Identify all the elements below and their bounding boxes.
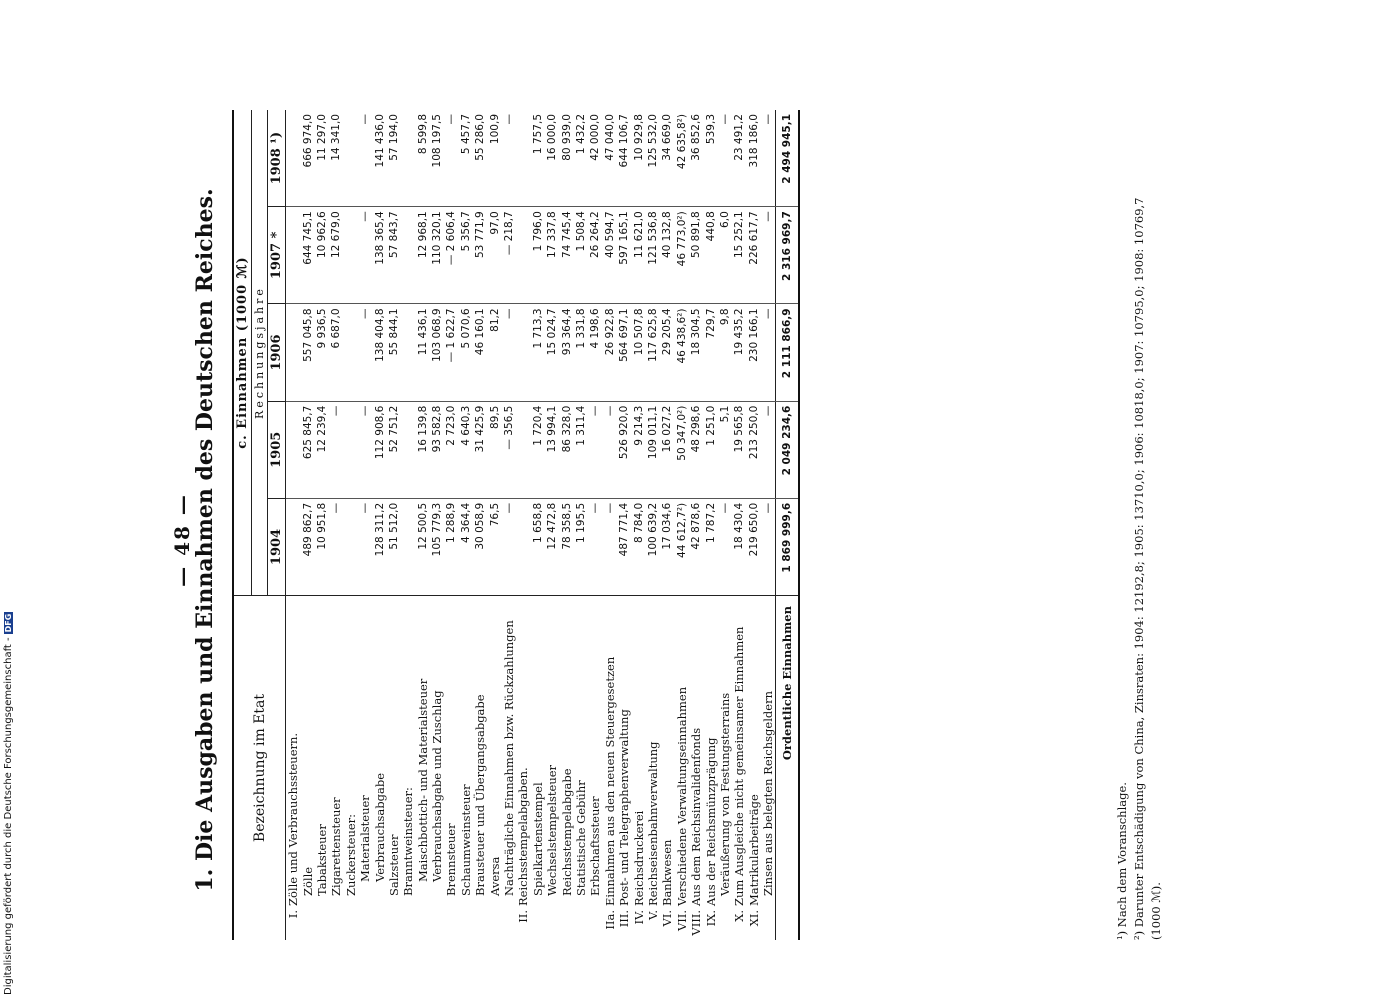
cell-value: 1 720,4	[531, 401, 545, 498]
cell-value: 1 311,4	[574, 401, 588, 498]
table-row	[358, 110, 372, 940]
cell-value: 93 364,4	[559, 304, 573, 401]
cell-value: —	[603, 498, 617, 595]
row-label: Reichsstempelabgabe	[559, 768, 574, 896]
cell-value: 1 713,3	[531, 304, 545, 401]
cell-value: 9 936,5	[315, 304, 329, 401]
row-label: Zuckersteuer:	[343, 813, 358, 896]
digitization-note	[1, 605, 15, 995]
page-title: 1. Die Ausgaben und Einnahmen des Deutschen Reiches.	[192, 188, 218, 892]
cell-value: 625 845,7	[300, 401, 314, 498]
table-row	[631, 110, 645, 940]
table-row	[559, 110, 573, 940]
cell-value: 46 160,1	[473, 304, 487, 401]
cell-value: —	[329, 498, 343, 595]
cell-value: —	[588, 401, 602, 498]
cell-value	[516, 304, 530, 401]
cell-value: 17 034,6	[660, 498, 674, 595]
row-label: Zölle und Verbrauchssteuern.	[286, 732, 301, 906]
cell-value: 128 311,2	[372, 498, 386, 595]
cell-value: —	[718, 110, 732, 207]
cell-value	[516, 110, 530, 207]
table-row	[286, 110, 301, 940]
row-label: Wechselstempelsteuer	[545, 764, 560, 896]
cell-value: 16 139,8	[416, 401, 430, 498]
table-row	[516, 110, 530, 940]
total-value: 2 494 945,1	[776, 110, 800, 207]
row-label: Bankwesen	[660, 839, 675, 906]
table-row	[531, 110, 545, 940]
table-row	[747, 110, 761, 940]
cell-value: 440,8	[703, 207, 717, 304]
cell-value: 48 298,6	[689, 401, 703, 498]
table-row	[487, 110, 501, 940]
cell-value: 42 635,8²)	[675, 110, 689, 207]
table-row	[401, 110, 415, 940]
table-row	[689, 110, 703, 940]
row-label: Reichseisenbahnverwaltung	[645, 741, 660, 906]
cell-value: 1 658,8	[531, 498, 545, 595]
cell-value: 57 843,7	[387, 207, 401, 304]
cell-value: 11 621,0	[631, 207, 645, 304]
table-row	[660, 110, 674, 940]
row-label: Aus dem Reichsinvalidenfonds	[689, 727, 704, 906]
cell-value: 219 650,0	[747, 498, 761, 595]
row-number: XI.	[746, 910, 761, 927]
cell-value: 557 045,8	[300, 304, 314, 401]
cell-value: 105 779,3	[430, 498, 444, 595]
cell-value: 26 922,8	[603, 304, 617, 401]
cell-value: 1 195,5	[574, 498, 588, 595]
cell-value: —	[761, 498, 776, 595]
cell-value: 47 040,0	[603, 110, 617, 207]
cell-value: 8 599,8	[416, 110, 430, 207]
table-row	[387, 110, 401, 940]
cell-value: 318 186,0	[747, 110, 761, 207]
cell-value: 42 000,0	[588, 110, 602, 207]
cell-value: —	[761, 401, 776, 498]
cell-value	[401, 304, 415, 401]
total-row	[776, 110, 800, 940]
total-label: Ordentliche Einnahmen	[776, 596, 800, 940]
page-number: — 48 —	[170, 493, 194, 587]
table-row	[545, 110, 559, 940]
cell-value: 12 239,4	[315, 401, 329, 498]
cell-value: —	[588, 498, 602, 595]
rotated-page	[170, 100, 1230, 980]
table-row	[502, 110, 516, 940]
cell-value	[344, 207, 358, 304]
cell-value: 230 166,1	[747, 304, 761, 401]
table-row	[675, 110, 689, 940]
table-row	[718, 110, 732, 940]
cell-value: —	[358, 498, 372, 595]
cell-value: 2 723,0	[444, 401, 458, 498]
cell-value: 644 106,7	[617, 110, 631, 207]
footnote-3: (1000 ℳ).	[1149, 882, 1163, 940]
cell-value: —	[502, 498, 516, 595]
table-row	[603, 110, 617, 940]
row-label: Zölle	[300, 866, 315, 896]
cell-value: 11 297,0	[315, 110, 329, 207]
table-header-row	[233, 110, 252, 940]
cell-value: 1 796,0	[531, 207, 545, 304]
table-row	[588, 110, 602, 940]
cell-value	[286, 401, 301, 498]
total-value: 2 111 866,9	[776, 304, 800, 401]
table-row	[732, 110, 746, 940]
cell-value: 51 512,0	[387, 498, 401, 595]
cell-value: —	[358, 207, 372, 304]
cell-value: 18 430,4	[732, 498, 746, 595]
cell-value: 52 751,2	[387, 401, 401, 498]
cell-value: 13 994,1	[545, 401, 559, 498]
cell-value: 16 000,0	[545, 110, 559, 207]
cell-value: 487 771,4	[617, 498, 631, 595]
year-header-2: 1906	[268, 304, 286, 401]
table-row	[574, 110, 588, 940]
revenue-table	[232, 110, 800, 940]
row-label: Spielkartenstempel	[530, 782, 545, 896]
cell-value: 10 507,8	[631, 304, 645, 401]
cell-value	[401, 498, 415, 595]
footnote-2: ²) Darunter Entschädigung von China, Zinsraten: 1904: 12192,8; 1905: 13710,0; 1906: 10818,0; 1907: 10795,0; 1908: 10769,7	[1132, 197, 1146, 940]
cell-value: 55 286,0	[473, 110, 487, 207]
group-header: c. Einnahmen (1000 ℳ)	[233, 110, 252, 596]
row-number: II.	[516, 910, 531, 923]
row-label: Nachträgliche Einnahmen bzw. Rückzahlungen	[502, 620, 517, 896]
cell-value: —	[761, 110, 776, 207]
footnote-1: ¹) Nach dem Voranschlage.	[1115, 782, 1129, 940]
cell-value: 141 436,0	[372, 110, 386, 207]
table-row	[430, 110, 444, 940]
cell-value: 14 341,0	[329, 110, 343, 207]
row-number: IV.	[631, 910, 646, 925]
year-header-0: 1904	[268, 498, 286, 595]
row-label: Zum Ausgleiche nicht gemeinsamer Einnahmen	[732, 626, 747, 906]
cell-value: 18 304,5	[689, 304, 703, 401]
cell-value: 12 472,8	[545, 498, 559, 595]
cell-value: 6 687,0	[329, 304, 343, 401]
row-label: Maischbottich- und Materialsteuer	[415, 678, 430, 882]
table-row	[646, 110, 660, 940]
row-label: Aus der Reichsmünzprägung	[703, 737, 718, 906]
cell-value: 80 939,0	[559, 110, 573, 207]
cell-value: 644 745,1	[300, 207, 314, 304]
cell-value: 1 432,2	[574, 110, 588, 207]
cell-value	[401, 207, 415, 304]
cell-value: 109 011,1	[646, 401, 660, 498]
cell-value: 1 288,9	[444, 498, 458, 595]
cell-value: 138 404,8	[372, 304, 386, 401]
cell-value: —	[761, 304, 776, 401]
cell-value: 4 640,3	[459, 401, 473, 498]
table-row	[761, 110, 776, 940]
cell-value: 539,3	[703, 110, 717, 207]
row-label: Zigarettensteuer	[329, 797, 344, 896]
cell-value: 1 757,5	[531, 110, 545, 207]
cell-value: 100,9	[487, 110, 501, 207]
table-row	[459, 110, 473, 940]
cell-value: 8 784,0	[631, 498, 645, 595]
cell-value: 16 027,2	[660, 401, 674, 498]
cell-value: 597 165,1	[617, 207, 631, 304]
row-label: Tabaksteuer	[314, 824, 329, 896]
table-row	[703, 110, 717, 940]
cell-value: 100 639,2	[646, 498, 660, 595]
row-label: Materialsteuer	[358, 795, 373, 882]
cell-value: 666 974,0	[300, 110, 314, 207]
row-label: Statistische Gebühr	[574, 780, 588, 896]
total-value: 2 049 234,6	[776, 401, 800, 498]
cell-value: — 218,7	[502, 207, 516, 304]
table-row	[315, 110, 329, 940]
cell-value	[286, 304, 301, 401]
table-row	[344, 110, 358, 940]
cell-value: 12 500,5	[416, 498, 430, 595]
cell-value: 12 968,1	[416, 207, 430, 304]
cell-value: 19 565,8	[732, 401, 746, 498]
cell-value: 46 773,0²)	[675, 207, 689, 304]
cell-value: 117 625,8	[646, 304, 660, 401]
cell-value: 36 852,6	[689, 110, 703, 207]
row-label: Veräußerung von Festungsterrains	[717, 692, 732, 896]
cell-value: 74 745,4	[559, 207, 573, 304]
cell-value	[516, 401, 530, 498]
cell-value: 1 508,4	[574, 207, 588, 304]
cell-value	[286, 207, 301, 304]
cell-value: 213 250,0	[747, 401, 761, 498]
table-row	[416, 110, 430, 940]
row-number: I.	[286, 910, 301, 919]
cell-value: 4 198,6	[588, 304, 602, 401]
cell-value: 81,2	[487, 304, 501, 401]
row-label: Branntweinsteuer:	[401, 787, 416, 896]
row-number: X.	[732, 910, 747, 922]
table-row	[372, 110, 386, 940]
total-value: 2 316 969,7	[776, 207, 800, 304]
table-body	[286, 110, 800, 940]
label-header: Bezeichnung im Etat	[233, 596, 286, 940]
cell-value: 19 435,2	[732, 304, 746, 401]
cell-value: 34 669,0	[660, 110, 674, 207]
cell-value: 15 252,1	[732, 207, 746, 304]
cell-value: 15 024,7	[545, 304, 559, 401]
cell-value: 226 617,7	[747, 207, 761, 304]
cell-value: —	[329, 401, 343, 498]
cell-value: 10 962,6	[315, 207, 329, 304]
year-header-4: 1908 ¹)	[268, 110, 286, 207]
cell-value: 6,0	[718, 207, 732, 304]
cell-value: 5 457,7	[459, 110, 473, 207]
cell-value: 4 364,4	[459, 498, 473, 595]
cell-value: 23 491,2	[732, 110, 746, 207]
row-number: IX.	[703, 910, 718, 927]
cell-value: 29 205,4	[660, 304, 674, 401]
cell-value: 103 068,9	[430, 304, 444, 401]
cell-value: — 1 622,7	[444, 304, 458, 401]
cell-value: 526 920,0	[617, 401, 631, 498]
cell-value: 78 358,5	[559, 498, 573, 595]
row-number: VIII.	[689, 910, 704, 936]
cell-value	[401, 110, 415, 207]
cell-value: 93 582,8	[430, 401, 444, 498]
cell-value: 5,1	[718, 401, 732, 498]
cell-value: 9 214,3	[631, 401, 645, 498]
cell-value: —	[444, 110, 458, 207]
cell-value: 89,5	[487, 401, 501, 498]
cell-value	[401, 401, 415, 498]
cell-value	[286, 498, 301, 595]
cell-value: 729,7	[703, 304, 717, 401]
year-header-1: 1905	[268, 401, 286, 498]
row-label: Verschiedene Verwaltungseinnahmen	[674, 686, 689, 906]
dfg-logo: DFG	[3, 613, 13, 633]
cell-value: 12 679,0	[329, 207, 343, 304]
cell-value: 17 337,8	[545, 207, 559, 304]
row-label: Reichsdruckerei	[631, 810, 646, 906]
cell-value: 42 878,6	[689, 498, 703, 595]
cell-value: 97,0	[487, 207, 501, 304]
cell-value	[344, 110, 358, 207]
subheader: Rechnungsjahre	[252, 110, 268, 596]
cell-value: 26 264,2	[588, 207, 602, 304]
cell-value: 10 951,8	[315, 498, 329, 595]
cell-value	[516, 207, 530, 304]
cell-value: 46 438,6²)	[675, 304, 689, 401]
row-label: Einnahmen aus den neuen Steuergesetzen	[602, 656, 617, 906]
cell-value	[286, 110, 301, 207]
cell-value: 1 251,0	[703, 401, 717, 498]
cell-value: — 356,5	[502, 401, 516, 498]
cell-value: 44 612,7²)	[675, 498, 689, 595]
cell-value: 1 331,8	[574, 304, 588, 401]
cell-value: —	[718, 498, 732, 595]
cell-value: 53 771,9	[473, 207, 487, 304]
row-number: III.	[617, 910, 632, 928]
cell-value: —	[358, 110, 372, 207]
cell-value: 5 356,7	[459, 207, 473, 304]
cell-value: 11 436,1	[416, 304, 430, 401]
cell-value: 108 197,5	[430, 110, 444, 207]
cell-value: —	[603, 401, 617, 498]
cell-value: 40 594,7	[603, 207, 617, 304]
cell-value: 50 347,0²)	[675, 401, 689, 498]
row-label: Brennsteuer	[444, 823, 459, 896]
cell-value: 1 787,2	[703, 498, 717, 595]
digitization-text: Digitalisierung gefördert durch die Deutsche Forschungsgemeinschaft -	[2, 637, 14, 995]
cell-value	[516, 498, 530, 595]
cell-value: 489 862,7	[300, 498, 314, 595]
cell-value: 138 365,4	[372, 207, 386, 304]
row-label: Schaumweinsteuer	[458, 784, 473, 896]
total-value: 1 869 999,6	[776, 498, 800, 595]
row-label: Aversa	[487, 856, 502, 896]
table-row	[329, 110, 343, 940]
cell-value: 40 132,8	[660, 207, 674, 304]
table-row	[617, 110, 631, 940]
table-row	[473, 110, 487, 940]
cell-value: 50 891,8	[689, 207, 703, 304]
row-label: Matrikularbeiträge	[746, 794, 761, 906]
row-label: Erbschaftssteuer	[588, 796, 603, 896]
row-label: Verbrauchsabgabe und Zuschlag	[430, 690, 445, 882]
cell-value: —	[358, 401, 372, 498]
row-number: VII.	[674, 910, 689, 932]
row-label: Brausteuer und Übergangsabgabe	[473, 694, 488, 896]
row-label: Salzsteuer	[386, 834, 401, 896]
year-header-3: 1907 *	[268, 207, 286, 304]
cell-value: —	[502, 110, 516, 207]
row-label: Reichsstempelabgaben.	[516, 767, 531, 906]
cell-value: 55 844,1	[387, 304, 401, 401]
cell-value: —	[761, 207, 776, 304]
cell-value	[344, 401, 358, 498]
row-number: V.	[645, 910, 660, 920]
cell-value: 57 194,0	[387, 110, 401, 207]
cell-value: 30 058,9	[473, 498, 487, 595]
table-row	[444, 110, 458, 940]
cell-value: — 2 606,4	[444, 207, 458, 304]
cell-value: 125 532,0	[646, 110, 660, 207]
row-label: Post- und Telegraphenverwaltung	[617, 709, 632, 906]
cell-value: 121 536,8	[646, 207, 660, 304]
cell-value: 112 908,6	[372, 401, 386, 498]
cell-value: —	[358, 304, 372, 401]
cell-value	[344, 304, 358, 401]
cell-value: 31 425,9	[473, 401, 487, 498]
cell-value: 564 697,1	[617, 304, 631, 401]
cell-value: 110 320,1	[430, 207, 444, 304]
row-number: VI.	[660, 910, 675, 927]
cell-value: 10 929,8	[631, 110, 645, 207]
row-label: Zinsen aus belegten Reichsgeldern	[761, 691, 776, 896]
cell-value: 76,5	[487, 498, 501, 595]
row-label: Verbrauchsabgabe	[372, 772, 387, 882]
table-row	[300, 110, 314, 940]
cell-value: 86 328,0	[559, 401, 573, 498]
cell-value	[344, 498, 358, 595]
cell-value: —	[502, 304, 516, 401]
cell-value: 5 070,6	[459, 304, 473, 401]
row-number: IIa.	[602, 910, 617, 930]
cell-value: 9,8	[718, 304, 732, 401]
